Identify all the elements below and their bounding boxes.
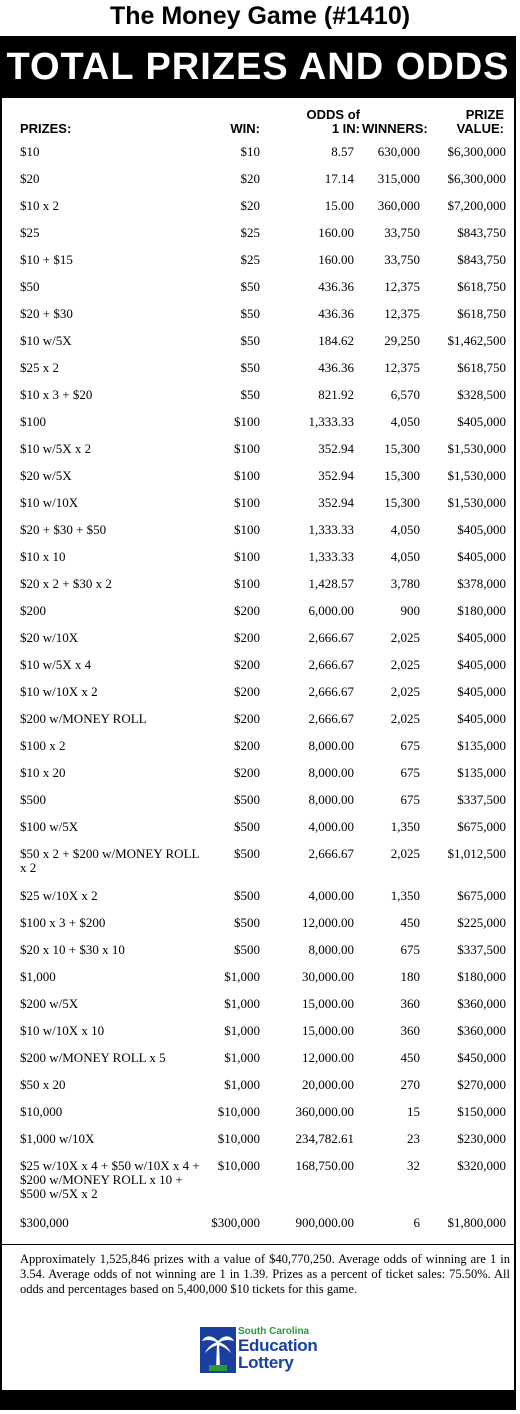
prize-cell: $25 x 2 (20, 360, 59, 375)
table-row (0, 884, 516, 911)
prize-value-cell: $405,000 (457, 630, 506, 645)
odds-cell: 436.36 (318, 306, 354, 321)
prize-cell: $200 (20, 603, 46, 618)
table-row (0, 707, 516, 734)
table-row (0, 167, 516, 194)
winners-cell: 33,750 (384, 225, 420, 240)
odds-cell: 821.92 (318, 387, 354, 402)
odds-cell: 160.00 (318, 225, 354, 240)
table-row (0, 788, 516, 815)
odds-cell: 15,000.00 (302, 996, 354, 1011)
odds-cell: 436.36 (318, 279, 354, 294)
header-prizes: PRIZES: (20, 121, 72, 136)
prize-cell: $100 x 2 (20, 738, 66, 753)
game-title: The Money Game (#1410) (109, 2, 411, 30)
bottom-bar (0, 1390, 516, 1410)
odds-cell: 1,333.33 (308, 549, 354, 564)
prize-cell: $1,000 w/10X (20, 1131, 95, 1146)
table-row (0, 1154, 516, 1211)
odds-cell: 15,000.00 (302, 1023, 354, 1038)
winners-cell: 15,300 (384, 468, 420, 483)
prize-value-cell: $450,000 (457, 1050, 506, 1065)
table-row (0, 464, 516, 491)
prize-value-cell: $405,000 (457, 549, 506, 564)
prize-value-cell: $360,000 (457, 1023, 506, 1038)
prize-cell: $10 w/5X x 4 (20, 657, 92, 672)
winners-cell: 450 (400, 1050, 420, 1065)
prize-value-cell: $618,750 (457, 279, 506, 294)
prize-value-cell: $230,000 (457, 1131, 506, 1146)
prize-value-cell: $405,000 (457, 657, 506, 672)
table-row (0, 1019, 516, 1046)
odds-cell: 900,000.00 (295, 1215, 354, 1230)
winners-cell: 4,050 (390, 522, 420, 537)
prize-cell: $20 x 10 + $30 x 10 (20, 942, 125, 957)
prize-value-cell: $1,800,000 (447, 1215, 506, 1230)
win-cell: $50 (240, 306, 260, 321)
prize-cell: $10 w/10X x 2 (20, 684, 98, 699)
table-row (0, 626, 516, 653)
win-cell: $25 (240, 252, 260, 267)
table-row (0, 1211, 516, 1238)
table-row (0, 938, 516, 965)
winners-cell: 675 (400, 942, 420, 957)
winners-cell: 2,025 (390, 630, 420, 645)
winners-cell: 12,375 (384, 306, 420, 321)
winners-cell: 630,000 (377, 144, 420, 159)
prize-cell: $25 w/10X x 4 + $50 w/10X x 4 + $200 w/MONEY ROLL x 10 + $500 w/5X x 2 (20, 1158, 200, 1201)
footer-divider (2, 1244, 514, 1245)
prize-value-cell: $378,000 (457, 576, 506, 591)
table-row (0, 572, 516, 599)
winners-cell: 6 (413, 1215, 420, 1230)
winners-cell: 360 (400, 1023, 420, 1038)
odds-cell: 352.94 (318, 468, 354, 483)
win-cell: $1,000 (224, 1050, 260, 1065)
table-row (0, 491, 516, 518)
prize-value-cell: $328,500 (457, 387, 506, 402)
win-cell: $50 (240, 360, 260, 375)
prize-cell: $200 w/MONEY ROLL (20, 711, 147, 726)
odds-cell: 12,000.00 (302, 1050, 354, 1065)
prize-cell: $200 w/MONEY ROLL x 5 (20, 1050, 166, 1065)
prize-cell: $100 x 3 + $200 (20, 915, 106, 930)
prize-value-cell: $1,012,500 (447, 846, 506, 861)
prize-value-cell: $843,750 (457, 252, 506, 267)
win-cell: $50 (240, 333, 260, 348)
odds-cell: 15.00 (324, 198, 354, 213)
winners-cell: 450 (400, 915, 420, 930)
prize-cell: $50 (20, 279, 40, 294)
table-row (0, 302, 516, 329)
winners-cell: 315,000 (377, 171, 420, 186)
prize-value-cell: $337,500 (457, 792, 506, 807)
win-cell: $200 (234, 711, 260, 726)
prize-cell: $200 w/5X (20, 996, 79, 1011)
table-row (0, 842, 516, 884)
win-cell: $10 (240, 144, 260, 159)
logo-education: Education (238, 1336, 318, 1355)
winners-cell: 360 (400, 996, 420, 1011)
win-cell: $100 (234, 495, 260, 510)
winners-cell: 2,025 (390, 657, 420, 672)
prize-value-cell: $150,000 (457, 1104, 506, 1119)
win-cell: $200 (234, 684, 260, 699)
odds-cell: 4,000.00 (308, 888, 354, 903)
win-cell: $500 (234, 792, 260, 807)
winners-cell: 12,375 (384, 279, 420, 294)
table-row (0, 437, 516, 464)
winners-cell: 12,375 (384, 360, 420, 375)
prize-cell: $10 (20, 144, 40, 159)
table-row (0, 653, 516, 680)
win-cell: $100 (234, 414, 260, 429)
odds-cell: 8,000.00 (308, 792, 354, 807)
prize-value-cell: $7,200,000 (447, 198, 506, 213)
table-row (0, 383, 516, 410)
winners-cell: 675 (400, 765, 420, 780)
win-cell: $25 (240, 225, 260, 240)
win-cell: $10,000 (217, 1104, 260, 1119)
prize-cell: $1,000 (20, 969, 56, 984)
header-odds: ODDS of 1 IN: (306, 107, 360, 136)
header-win: WIN: (230, 121, 260, 136)
win-cell: $200 (234, 630, 260, 645)
win-cell: $50 (240, 279, 260, 294)
prize-cell: $10 x 3 + $20 (20, 387, 93, 402)
win-cell: $10,000 (217, 1158, 260, 1173)
footnote: Approximately 1,525,846 prizes with a value of $40,770,250. Average odds of winning are 1 in 3.54. Average odds of not winning are 1 in 1.39. Prizes as a percent of ticket sales: 75.50%. All odds and percentages based on 5,400,000 $10 tickets for this game. (20, 1252, 510, 1296)
winners-cell: 23 (407, 1131, 420, 1146)
table-row (0, 599, 516, 626)
odds-cell: 160.00 (318, 252, 354, 267)
logo-lottery: Lottery (238, 1353, 294, 1372)
prize-cell: $20 (20, 171, 40, 186)
win-cell: $200 (234, 603, 260, 618)
table-row (0, 761, 516, 788)
prize-value-cell: $675,000 (457, 819, 506, 834)
win-cell: $100 (234, 522, 260, 537)
winners-cell: 2,025 (390, 846, 420, 861)
prize-cell: $10 + $15 (20, 252, 73, 267)
prize-value-cell: $180,000 (457, 969, 506, 984)
header-prize-value: PRIZE VALUE: (456, 107, 504, 136)
winners-cell: 180 (400, 969, 420, 984)
prize-cell: $10,000 (20, 1104, 63, 1119)
win-cell: $10,000 (217, 1131, 260, 1146)
odds-cell: 2,666.67 (308, 711, 354, 726)
odds-cell: 1,428.57 (308, 576, 354, 591)
win-cell: $20 (240, 198, 260, 213)
odds-cell: 30,000.00 (302, 969, 354, 984)
table-row (0, 356, 516, 383)
odds-cell: 1,333.33 (308, 414, 354, 429)
winners-cell: 4,050 (390, 414, 420, 429)
banner-title: TOTAL PRIZES AND ODDS (0, 36, 516, 98)
table-row (0, 680, 516, 707)
odds-cell: 17.14 (324, 171, 354, 186)
prize-cell: $100 (20, 414, 46, 429)
prize-cell: $300,000 (20, 1215, 69, 1230)
prize-cell: $10 x 10 (20, 549, 66, 564)
win-cell: $1,000 (224, 969, 260, 984)
winners-cell: 15 (407, 1104, 420, 1119)
prize-cell: $25 w/10X x 2 (20, 888, 98, 903)
odds-cell: 8,000.00 (308, 765, 354, 780)
prize-value-cell: $405,000 (457, 684, 506, 699)
odds-cell: 184.62 (318, 333, 354, 348)
prize-cell: $10 w/10X (20, 495, 79, 510)
odds-cell: 360,000.00 (295, 1104, 354, 1119)
odds-cell: 352.94 (318, 495, 354, 510)
prize-cell: $20 x 2 + $30 x 2 (20, 576, 112, 591)
prize-value-cell: $405,000 (457, 711, 506, 726)
odds-cell: 20,000.00 (302, 1077, 354, 1092)
winners-cell: 29,250 (384, 333, 420, 348)
table-row (0, 734, 516, 761)
odds-cell: 2,666.67 (308, 657, 354, 672)
odds-cell: 6,000.00 (308, 603, 354, 618)
table-row (0, 518, 516, 545)
table-row (0, 545, 516, 572)
palmetto-tree-icon (200, 1327, 236, 1373)
prize-cell: $25 (20, 225, 40, 240)
winners-cell: 2,025 (390, 711, 420, 726)
win-cell: $500 (234, 915, 260, 930)
win-cell: $20 (240, 171, 260, 186)
win-cell: $50 (240, 387, 260, 402)
odds-cell: 4,000.00 (308, 819, 354, 834)
odds-cell: 2,666.67 (308, 630, 354, 645)
prize-value-cell: $1,462,500 (447, 333, 506, 348)
prize-value-cell: $180,000 (457, 603, 506, 618)
prize-cell: $10 w/5X (20, 333, 72, 348)
winners-cell: 1,350 (390, 819, 420, 834)
odds-cell: 2,666.67 (308, 846, 354, 861)
prize-cell: $50 x 2 + $200 w/MONEY ROLL x 2 (20, 846, 199, 875)
prize-cell: $10 w/10X x 10 (20, 1023, 105, 1038)
prize-cell: $20 w/10X (20, 630, 79, 645)
header-winners: WINNERS: (362, 121, 428, 136)
prize-value-cell: $675,000 (457, 888, 506, 903)
table-row (0, 1127, 516, 1154)
odds-cell: 12,000.00 (302, 915, 354, 930)
prize-cell: $20 + $30 (20, 306, 73, 321)
sc-education-lottery-logo (200, 1325, 340, 1375)
prize-cell: $10 x 2 (20, 198, 59, 213)
prize-value-cell: $135,000 (457, 738, 506, 753)
prize-value-cell: $1,530,000 (447, 495, 506, 510)
win-cell: $500 (234, 846, 260, 861)
table-row (0, 815, 516, 842)
winners-cell: 270 (400, 1077, 420, 1092)
win-cell: $500 (234, 942, 260, 957)
odds-cell: 8.57 (331, 144, 354, 159)
prize-cell: $10 x 20 (20, 765, 66, 780)
winners-cell: 15,300 (384, 441, 420, 456)
winners-cell: 675 (400, 792, 420, 807)
prize-value-cell: $135,000 (457, 765, 506, 780)
table-row (0, 911, 516, 938)
table-row (0, 329, 516, 356)
win-cell: $1,000 (224, 1077, 260, 1092)
win-cell: $200 (234, 738, 260, 753)
winners-cell: 33,750 (384, 252, 420, 267)
table-row (0, 1073, 516, 1100)
prize-value-cell: $618,750 (457, 360, 506, 375)
table-row (0, 1100, 516, 1127)
win-cell: $500 (234, 819, 260, 834)
logo-state: South Carolina (238, 1326, 310, 1337)
odds-cell: 2,666.67 (308, 684, 354, 699)
win-cell: $100 (234, 576, 260, 591)
win-cell: $200 (234, 765, 260, 780)
winners-cell: 32 (407, 1158, 420, 1173)
prize-table-body (0, 140, 516, 1242)
table-row (0, 140, 516, 167)
table-row (0, 248, 516, 275)
table-header (0, 100, 516, 140)
odds-cell: 168,750.00 (295, 1158, 354, 1173)
prize-cell: $10 w/5X x 2 (20, 441, 92, 456)
prize-cell: $20 w/5X (20, 468, 72, 483)
win-cell: $200 (234, 657, 260, 672)
winners-cell: 1,350 (390, 888, 420, 903)
table-row (0, 221, 516, 248)
table-row (0, 992, 516, 1019)
win-cell: $300,000 (211, 1215, 260, 1230)
winners-cell: 6,570 (390, 387, 420, 402)
prize-cell: $50 x 20 (20, 1077, 66, 1092)
win-cell: $1,000 (224, 996, 260, 1011)
prize-value-cell: $6,300,000 (447, 144, 506, 159)
prize-value-cell: $1,530,000 (447, 441, 506, 456)
win-cell: $500 (234, 888, 260, 903)
winners-cell: 15,300 (384, 495, 420, 510)
win-cell: $100 (234, 441, 260, 456)
winners-cell: 2,025 (390, 684, 420, 699)
prize-cell: $100 w/5X (20, 819, 79, 834)
win-cell: $100 (234, 468, 260, 483)
prize-value-cell: $337,500 (457, 942, 506, 957)
prize-value-cell: $320,000 (457, 1158, 506, 1173)
prize-value-cell: $270,000 (457, 1077, 506, 1092)
winners-cell: 3,780 (390, 576, 420, 591)
table-row (0, 410, 516, 437)
odds-cell: 8,000.00 (308, 942, 354, 957)
odds-cell: 352.94 (318, 441, 354, 456)
winners-cell: 900 (400, 603, 420, 618)
winners-cell: 360,000 (377, 198, 420, 213)
table-row (0, 194, 516, 221)
win-cell: $100 (234, 549, 260, 564)
odds-cell: 1,333.33 (308, 522, 354, 537)
prize-cell: $20 + $30 + $50 (20, 522, 107, 537)
prize-cell: $500 (20, 792, 46, 807)
table-row (0, 1046, 516, 1073)
odds-cell: 436.36 (318, 360, 354, 375)
prize-value-cell: $1,530,000 (447, 468, 506, 483)
prize-value-cell: $618,750 (457, 306, 506, 321)
winners-cell: 4,050 (390, 549, 420, 564)
odds-cell: 8,000.00 (308, 738, 354, 753)
win-cell: $1,000 (224, 1023, 260, 1038)
prize-value-cell: $843,750 (457, 225, 506, 240)
winners-cell: 675 (400, 738, 420, 753)
odds-cell: 234,782.61 (295, 1131, 354, 1146)
prize-value-cell: $405,000 (457, 414, 506, 429)
prize-value-cell: $6,300,000 (447, 171, 506, 186)
prize-value-cell: $225,000 (457, 915, 506, 930)
table-row (0, 965, 516, 992)
prize-value-cell: $405,000 (457, 522, 506, 537)
prize-value-cell: $360,000 (457, 996, 506, 1011)
table-row (0, 275, 516, 302)
